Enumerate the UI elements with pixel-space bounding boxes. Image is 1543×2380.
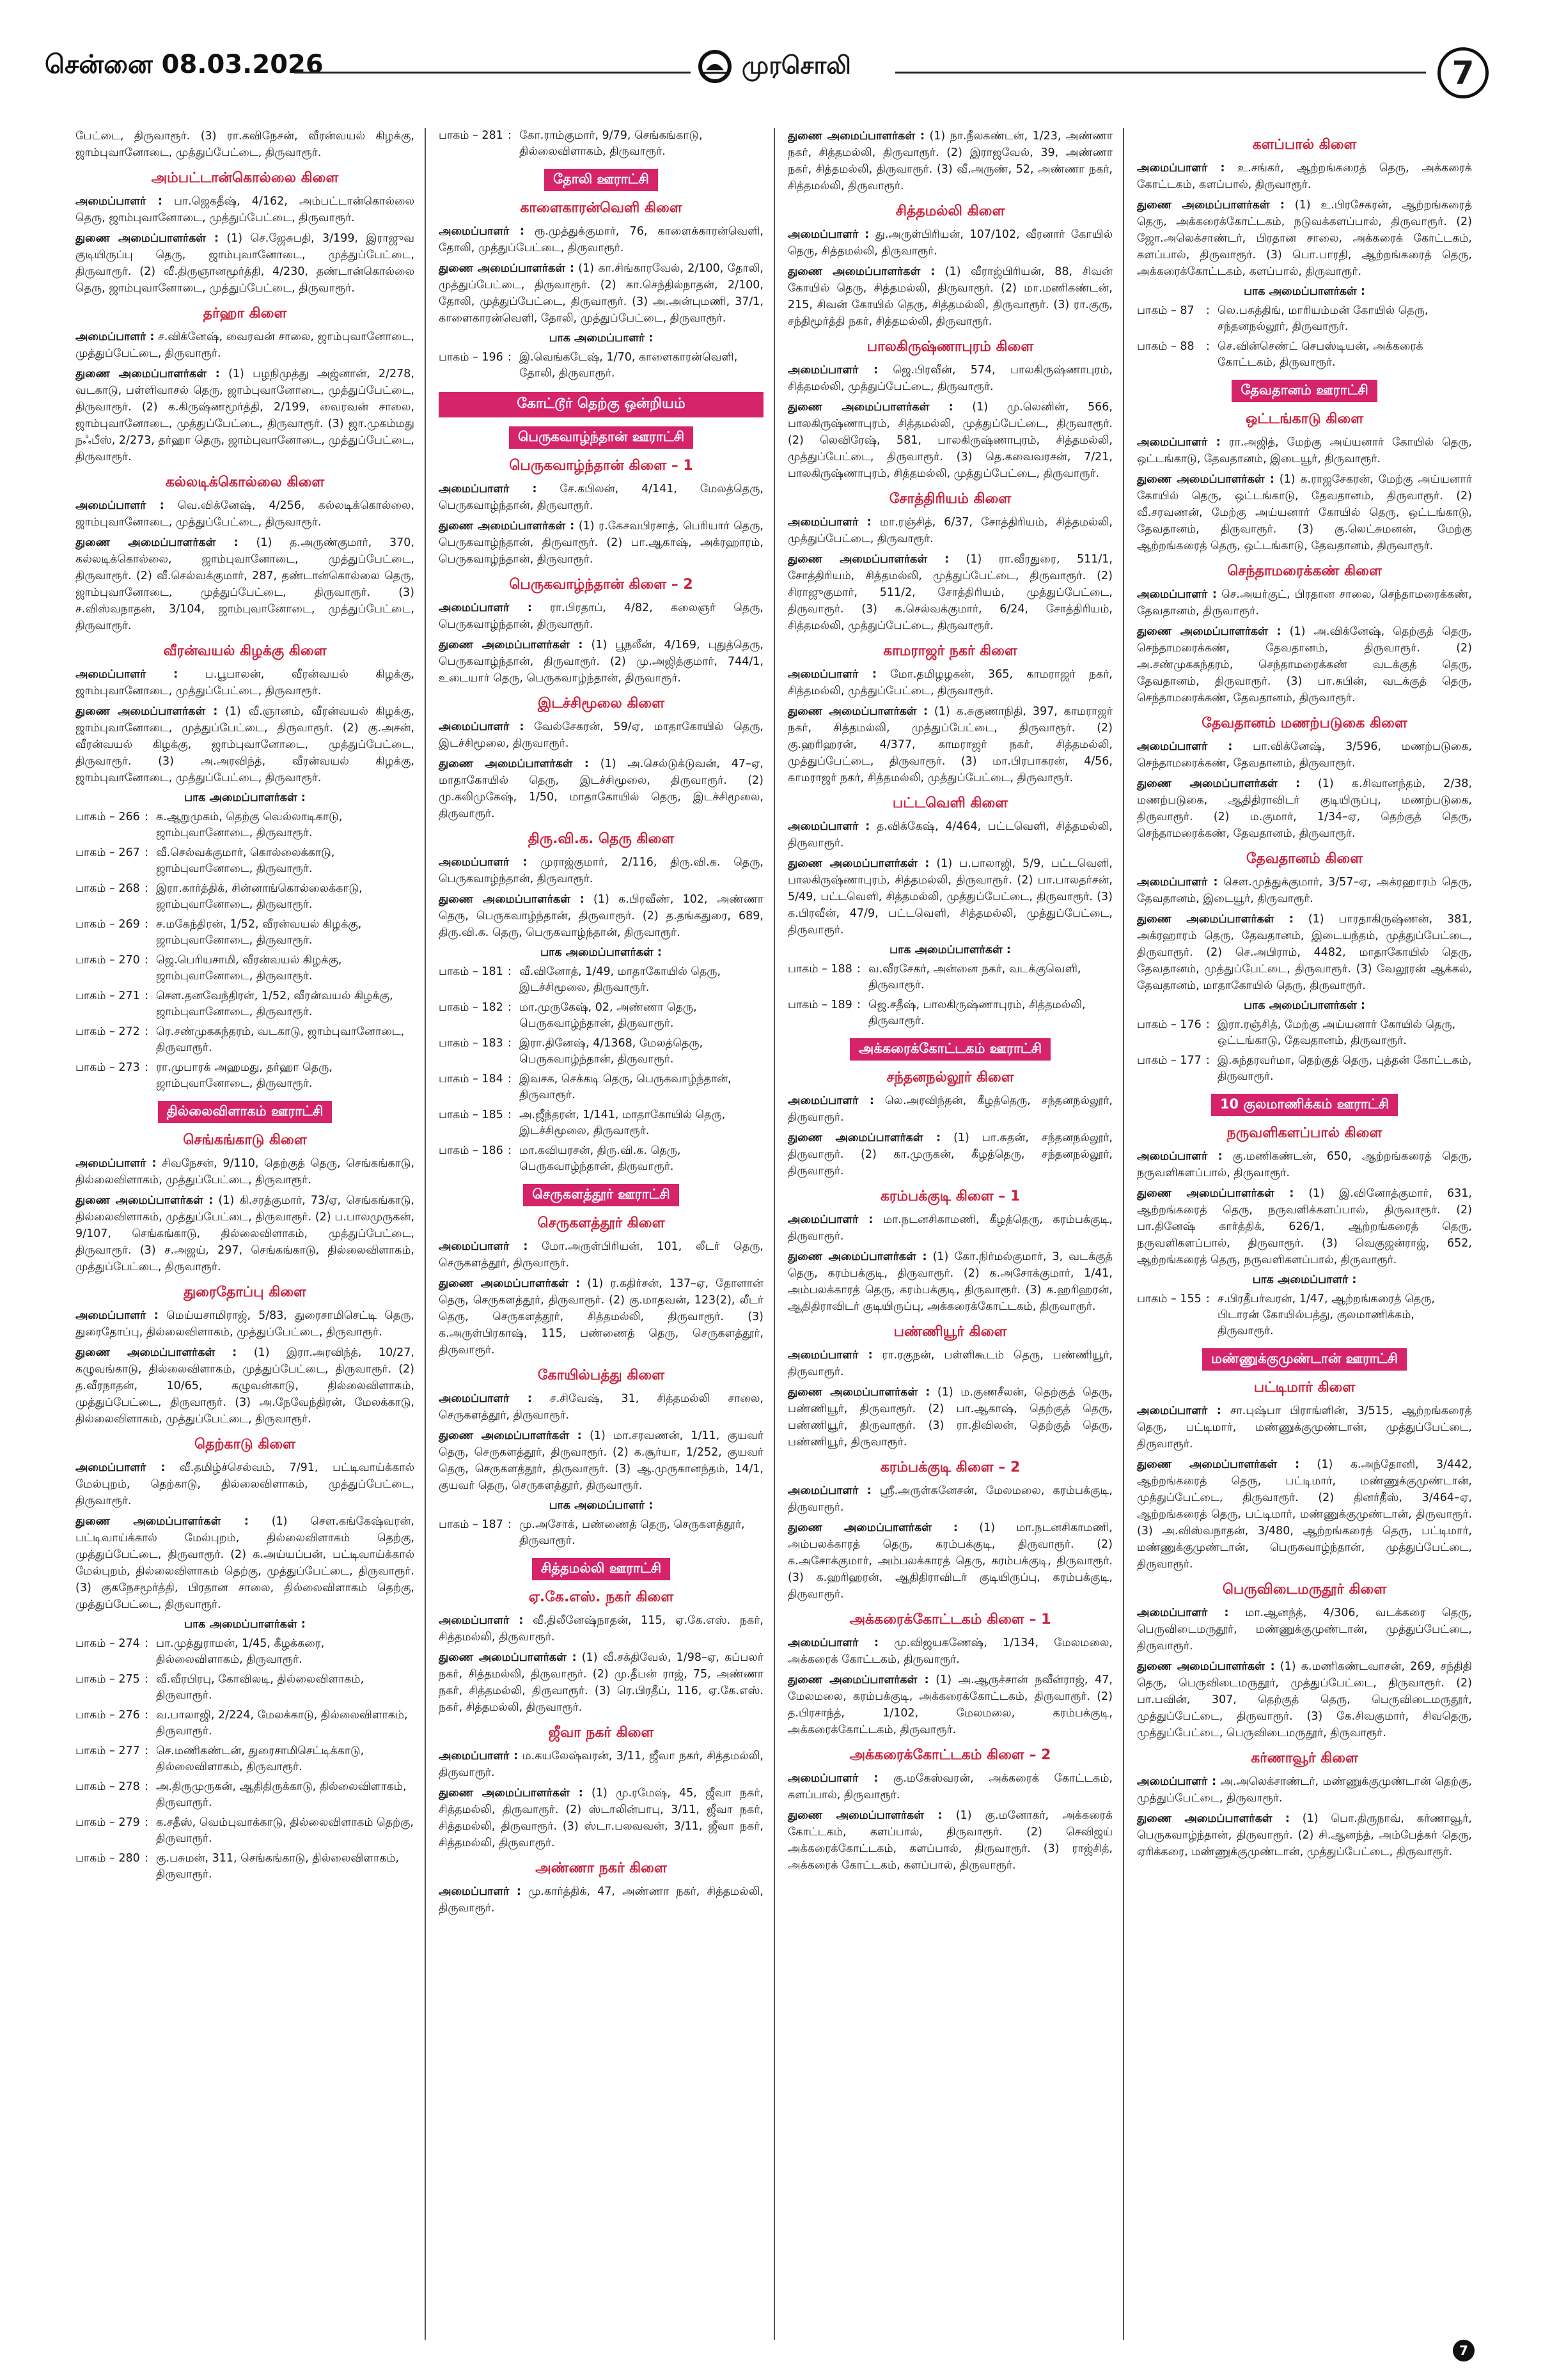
booth-row: பாகம் – 270 : ஜெ.பெரியசாமி, வீரன்வயல் கிழக்கு, ஜாம்புவானோடை, திருவாரூர். — [75, 954, 342, 983]
subheading: பாக அமைப்பாளர்கள் : — [1244, 999, 1365, 1012]
union-banner: கோட்டூர் தெற்கு ஒன்றியம் — [439, 392, 764, 417]
branch-heading: இடச்சிமூலை கிளை — [537, 696, 665, 712]
text-block: துணை அமைப்பாளர்கள் : (1) வீ.சக்திவேல், 1/98–ஏ, கப்பலர் நகர், சித்தமல்லி, திருவாரூர். (2) மு.தீபன் ராஜ், 75, அண்ணா நகர், சித்தமல்லி, திருவாரூர். (3) ரெ.பிரதீப், 116, ஏ.கே.எஸ். நகர், சித்தமல்லி, திருவாரூர். — [439, 1651, 764, 1714]
text-block: துணை அமைப்பாளர்கள் : (1) இ.வினோத்குமார், 631, ஆற்றங்கரைத் தெரு, நருவளிக்களப்பால், திருவாரூர். (2) பா.தினேஷ் கார்த்திக், 626/1, ஆற்றங்கரைத் தெரு, நருவளிகளப்பால், திருவாரூர். (3) வெகுஜன்ராஜ், 652, ஆற்றங்கரைத் தெரு, நருவளிகளப்பால், திருவாரூர். — [1137, 1187, 1472, 1266]
text-block: துணை அமைப்பாளர்கள் : (1) ரா.வீரதுரை, 511/1, சோத்திரியம், சித்தமல்லி, முத்துப்பேட்டை, திருவாரூர். (2) சிராஜுகுமார், 511/2, சோத்திரியம், முத்துப்பேட்டை, திருவாரூர். (3) க.செல்வக்குமார், 6/24, சோத்திரியம், சித்தமல்லி, முத்துப்பேட்டை, திருவாரூர். — [788, 553, 1113, 632]
branch-heading: அம்பட்டான்கொல்லை கிளை — [151, 170, 339, 186]
branch-heading: திரு.வி.க. தெரு கிளை — [528, 831, 675, 847]
masthead — [0, 0, 1543, 121]
branch-heading: செருகளத்தூர் கிளை — [537, 1215, 665, 1231]
text-block: துணை அமைப்பாளர்கள் : (1) அ.செல்டுக்டுவன், 47–ஏ, மாதாகோயில் தெரு, இடச்சிமூலை, திருவாரூர். (2) மு.கலிமுகேஷ், 1/50, மாதாகோயில் தெரு, இடச்சிமூலை, திருவாரூர். — [439, 758, 764, 820]
text-block: துணை அமைப்பாளர்கள் : (1) க.ராஜசேகரன், மேற்கு அய்யனார் கோயில் தெரு, ஒட்டங்காடு, தேவதானம், திருவாரூர். (2) வீ.சரவணன், மேற்கு அய்யனார் கோயில் தெரு, ஒட்டங்காடு, தேவதானம், திருவாரூர். (3) கு.லெட்சுமனன், மேற்கு ஆற்றங்கரைத் தெரு, ஒட்டங்காடு, தேவதானம், திருவாரூர். — [1137, 473, 1472, 552]
text-block: அமைப்பாளர் : ஜெ.பிரவீன், 574, பாலகிருஷ்ணாபுரம், சித்தமல்லி, முத்துப்பேட்டை, திருவாரூர். — [788, 364, 1113, 393]
panchayat-banner: சித்தமல்லி ஊராட்சி — [532, 1558, 670, 1580]
text-block: அமைப்பாளர் : வீ.திலீனேஷ்நாதன், 115, ஏ.கே.எஸ். நகர், சித்தமல்லி, திருவாரூர். — [439, 1614, 764, 1644]
text-block: துணை அமைப்பாளர்கள் : (1) க.பிரவீண், 102, அண்ணா தெரு, பெருகவாழ்ந்தான், திருவாரூர். (2) த.தங்கதுரை, 689, திரு.வி.க. தெரு, பெருகவாழ்ந்தான், திருவாரூர். — [439, 893, 764, 939]
branch-heading: பட்டிமார் கிளை — [1253, 1380, 1356, 1396]
text-block: துணை அமைப்பாளர்கள் : (1) க.சுகுணாநிதி, 397, காமராஜர் நகர், சித்தமல்லி, முத்துப்பேட்டை, திருவாரூர். (2) கு.ஹரிஹரன், 4/377, காமராஜர் நகர், சித்தமல்லி, முத்துப்பேட்டை, திருவாரூர். (3) மா.பிரபாகரன், 4/56, காமராஜர் நகர், சித்தமல்லி, முத்துப்பேட்டை, திருவாரூர். — [788, 705, 1113, 784]
branch-heading: செங்கங்காடு கிளை — [183, 1132, 307, 1148]
text-block: அமைப்பாளர் : மா.நடனசிகாமணி, கீழத்தெரு, கரம்பக்குடி, திருவாரூர். — [788, 1213, 1113, 1243]
rule-right — [895, 72, 1426, 74]
text-block: அமைப்பாளர் : ஸ்ரீ.அருள்சுனேசன், மேலமலை, கரம்பக்குடி, திருவாரூர். — [788, 1484, 1113, 1514]
columns — [75, 128, 1472, 2340]
text-block: துணை அமைப்பாளர்கள் : (1) மா.சரவணன், 1/11, குயவர் தெரு, செருகளத்தூர், திருவாரூர். (2) க.சூர்யா, 1/252, குயவர் தெரு, செருகளத்தூர், திருவாரூர். (3) ஆ.முருகானந்தம், 14/1, குயவர் தெரு, செருகளத்தூர், திருவாரூர். — [439, 1429, 764, 1492]
panchayat-banner: 10 குலமாணிக்கம் ஊராட்சி — [1211, 1094, 1398, 1116]
text-block: அமைப்பாளர் : மா.ரஞ்சித், 6/37, சோத்திரியம், சித்தமல்லி, முத்துப்பேட்டை, திருவாரூர். — [788, 516, 1113, 545]
branch-heading: ஒட்டங்காடு கிளை — [1245, 411, 1364, 427]
text-block: துணை அமைப்பாளர்கள் : (1) அ.விக்னேஷ், தெற்குத் தெரு, செந்தாமரைக்கண், தேவதானம், திருவாரூர். (2) அ.சண்முகசுந்தரம், செந்தாமரைக்கண் வடக்குத் தெரு, தேவதானம், திருவாரூர். (3) பா.சுபின், வடக்குத் தெரு, செந்தாமரைக்கண், தேவதானம், திருவாரூர். — [1137, 625, 1472, 704]
subheading: பாக அமைப்பாளர்கள் : — [1244, 285, 1365, 298]
text-block: துணை அமைப்பாளர்கள் : (1) கோ.நிர்மல்குமார், 3, வடக்குத் தெரு, கரம்பக்குடி, திருவாரூர். (2) க.அசோக்குமார், 1/41, அம்பலக்காரத் தெரு, கரம்பக்குடி, திருவாரூர். (3) க.ஹரிஹரன், ஆதிதிராவிடர் குடியிருப்பு, அக்கரைக்கோட்டகம், திருவாரூர். — [788, 1250, 1113, 1313]
text-block: அமைப்பாளர் : மோ.தமிழழகன், 365, காமராஜர் நகர், சித்தமல்லி, முத்துப்பேட்டை, திருவாரூர். — [788, 668, 1113, 697]
city-date: சென்னை 08.03.2026 — [45, 50, 324, 79]
text-block: துணை அமைப்பாளர்கள் : (1) க.அந்தோனி, 3/442, ஆற்றங்கரைத் தெரு, பட்டிமார், மண்ணுக்குமுண்டான், முத்துப்பேட்டை, திருவாரூர். (2) தினர்தீஸ், 3/464–ஏ, ஆற்றங்கரைத் தெரு, பட்டிமார், மண்ணுக்குமுண்டான், திருவாரூர். (3) அ.விஸ்வநாதன், 3/480, ஆற்றங்கரைத் தெரு, பட்டிமார், மண்ணுக்குமுண்டான், பெருகவாழ்ந்தான், முத்துப்பேட்டை, திருவாரூர். — [1137, 1458, 1472, 1571]
text-block: துணை அமைப்பாளர்கள் : (1) ர.கேசவபிரசாத், பெரியார் தெரு, பெருகவாழ்ந்தான், திருவாரூர். (2) பா.ஆகாஷ், அக்ரஹாரம், பெருகவாழ்ந்தான், திருவாரூர். — [439, 520, 764, 566]
text-block: துணை அமைப்பாளர்கள் : (1) அ.ஆருச்சான் நவீன்ராஜ், 47, மேலமலை, கரம்பக்குடி, அக்கரைக்கோட்டகம், திருவாரூர். (2) த.பிரசாந்த், 1/102, மேலமலை, கரம்பக்குடி, அக்கரைக்கோட்டகம், திருவாரூர். — [788, 1674, 1113, 1736]
text-block: அமைப்பாளர் : மோ.அருள்பிரியன், 101, லீடர் தெரு, செருகளத்தூர், திருவாரூர். — [439, 1240, 764, 1270]
subheading: பாக அமைப்பாளர் : — [549, 1499, 654, 1512]
text-block: துணை அமைப்பாளர்கள் : (1) வீராஜ்பிரியன், 88, சிவன் கோயில் தெரு, சித்தமல்லி, திருவாரூர். (2) மா.மணிகண்டன், 215, சிவன் கோயில் தெரு, சித்தமல்லி, திருவாரூர். (3) ரா.குரு, சந்திமூர்த்தி நகர், சித்தமல்லி, திருவாரூர். — [788, 265, 1113, 328]
text-block: துணை அமைப்பாளர்கள் : (1) மா.நடனசிகாமணி, அம்பலக்காரத் தெரு, கரம்பக்குடி, திருவாரூர். (2) க.அசோக்குமார், அம்பலக்காரத் தெரு, கரம்பக்குடி, திருவாரூர். (3) க.ஹரிஹரன், ஆதிதிராவிடர் குடியிருப்பு, கரம்பக்குடி, திருவாரூர். — [788, 1521, 1113, 1601]
paper-name: முரசொலி — [742, 51, 851, 79]
booth-row: பாகம் – 275 : வீ.வீரபிரபு, கோவிலடி, தில்லைவிளாகம், திருவாரூர். — [75, 1673, 364, 1702]
text-block: அமைப்பாளர் : ப.பூபாலன், வீரன்வயல் கிழக்கு, ஜாம்புவானோடை, முத்துப்பேட்டை, திருவாரூர். — [75, 668, 414, 697]
text-block: அமைப்பாளர் : சே.கபிலன், 4/141, மேலத்தெரு, பெருகவாழ்ந்தான், திருவாரூர். — [439, 483, 764, 512]
booth-row: பாகம் – 181 : வீ.வினோத், 1/49, மாதாகோயில் தெரு, இடச்சிமூலை, திருவாரூர். — [439, 965, 721, 994]
branch-heading: அக்கரைக்கோட்டகம் கிளை – 2 — [849, 1747, 1051, 1763]
text-block: துணை அமைப்பாளர்கள் : (1) மு.லெனின், 566, பாலகிருஷ்ணாபுரம், சித்தமல்லி, முத்துப்பேட்டை, திருவாரூர். (2) லெவிரேஷ், 581, பாலகிருஷ்ணாபுரம், சித்தமல்லி, முத்துப்பேட்டை, திருவாரூர். (3) தெ.கவைவரசன், 7/21, பாலகிருஷ்ணாபுரம், சித்தமல்லி, முத்துப்பேட்டை, திருவாரூர். — [788, 401, 1113, 480]
text-block: அமைப்பாளர் : செள.முத்துக்குமார், 3/57–ஏ, அக்ரஹாரம் தெரு, தேவதானம், இடையூர், திருவாரூர். — [1137, 876, 1472, 905]
text-block: அமைப்பாளர் : ரா.பிரதாப், 4/82, கலைஞர் தெரு, பெருகவாழ்ந்தான், திருவாரூர். — [439, 602, 764, 631]
text-block: துணை அமைப்பாளர்கள் : (1) ம.குணசீலன், தெற்குத் தெரு, பண்ணியூர், திருவாரூர். (2) பா.ஆகாஷ், தெற்குத் தெரு, பண்ணியூர், திருவாரூர். (3) ரா.திவிலன், தெற்குத் தெரு, பண்ணியூர், திருவாரூர். — [788, 1386, 1113, 1449]
booth-row: பாகம் – 185 : அ.ஜீந்தரன், 1/141, மாதாகோயில் தெரு, இடச்சிமூலை, திருவாரூர். — [439, 1108, 726, 1137]
text-block: அமைப்பாளர் : ச.சிவேஷ், 31, சித்தமல்லி சாலை, செருகளத்தூர், திருவாரூர். — [439, 1392, 764, 1422]
panchayat-banner: மண்ணுக்குமுண்டான் ஊராட்சி — [1202, 1348, 1407, 1371]
text-block: அமைப்பாளர் : செ.அயர்குட், பிரதான சாலை, செந்தாமரைக்கண், தேவதானம், திருவாரூர். — [1137, 588, 1472, 618]
branch-heading: வீரன்வயல் கிழக்கு கிளை — [163, 643, 327, 659]
branch-heading: நருவளிகளப்பால் கிளை — [1226, 1125, 1382, 1141]
branch-heading: கோயில்பத்து கிளை — [537, 1367, 665, 1383]
booth-row: பாகம் – 277 : செ.மணிகண்டன், துரைசாமிசெட்டிக்காடு, தில்லைவிளாகம், திருவாரூர். — [75, 1745, 364, 1773]
panchayat-banner: தில்லைவிளாகம் ஊராட்சி — [158, 1101, 333, 1123]
booth-row: பாகம் – 281 : கோ.ராம்குமார், 9/79, செங்கங்காடு, தில்லைவிளாகம், திருவாரூர். — [439, 129, 703, 158]
text-block: அமைப்பாளர் : சிவநேசன், 9/110, தெற்குத் தெரு, செங்கங்காடு, தில்லைவிளாகம், முத்துப்பேட்டை, திருவாரூர். — [75, 1157, 414, 1186]
text-block: துணை அமைப்பாளர்கள் : (1) மு.ரமேஷ், 45, ஜீவா நகர், சித்தமல்லி, திருவாரூர். (2) ஸ்டாலின்பாபு, 3/11, ஜீவா நகர், சித்தமல்லி, திருவாரூர். (3) ஸ்டா.பலவவன், 3/11, ஜீவா நகர், சித்தமல்லி, திருவாரூர். — [439, 1787, 764, 1849]
text-block: அமைப்பாளர் : ரா.அஜித், மேற்கு அய்யனார் கோயில் தெரு, ஒட்டங்காடு, தேவதானம், இடையூர், திருவாரூர். — [1137, 436, 1472, 465]
text-block: அமைப்பாளர் : மு.விஜயகணேஷ், 1/134, மேலமலை, அக்கரைக் கோட்டகம், திருவாரூர். — [788, 1637, 1113, 1666]
text-block: துணை அமைப்பாளர்கள் : (1) கு.மனோகர், அக்கரைக் கோட்டகம், களப்பால், திருவாரூர். (2) செவிஜய் அக்கரைக்கோட்டகம், களப்பால், திருவாரூர். (3) ராஜ்சித், அக்கரைக் கோட்டகம், களப்பால், திருவாரூர். — [788, 1809, 1113, 1872]
column-1 — [75, 128, 425, 2340]
text-block: அமைப்பாளர் : பா.விக்னேஷ், 3/596, மணற்படுகை, செந்தாமரைக்கண், தேவதானம், திருவாரூர். — [1137, 740, 1472, 770]
text-block: அமைப்பாளர் : மா.ஆனந்த், 4/306, வடக்கரை தெரு, பெருவிடைமருதூர், மண்ணுக்குமுண்டான், முத்துப்பேட்டை, திருவாரூர். — [1137, 1606, 1472, 1653]
text-block: துணை அமைப்பாளர்கள் : (1) உ.பிரசேகரன், ஆற்றங்கரைத் தெரு, அக்கரைக்கோட்டகம், நடுவக்களப்பால், திருவாரூர். (2) ஜோ.அலெக்சாண்டர், பிரதான சாலை, அக்கரைக் கோட்டகம், களப்பால், திருவாரூர். (3) பொ.பாரதி, ஆற்றங்கரைத் தெரு, அக்கரைக்கோட்டகம், களப்பால், திருவாரூர். — [1137, 199, 1472, 278]
text-block: துணை அமைப்பாளர்கள் : (1) கி.சரத்குமார், 73/ஏ, செங்கங்காடு, தில்லைவிளாகம், முத்துப்பேட்டை, திருவாரூர். (2) ப.பாலமுருகன், 9/107, செங்கங்காடு, தில்லைவிளாகம், முத்துப்பேட்டை, திருவாரூர். (3) ச.அஜய், 297, செங்கங்காடு, தில்லைவிளாகம், முத்துப்பேட்டை, திருவாரூர். — [75, 1194, 414, 1273]
text-block: துணை அமைப்பாளர்கள் : (1) பழநிமுத்து அஜ்னான், 2/278, வடகாடு, பள்ளிவாசல் தெரு, ஜாம்புவானோடை, முத்துப்பேட்டை, திருவாரூர். (2) க.கிருஷ்ணமூர்த்தி, 2/199, வைரவன் சாலை, ஜாம்புவானோடை, முத்துப்பேட்டை, திருவாரூர். (3) ஜா.முகம்மது நஃபீஸ், 2/273, தர்ஹா தெரு, ஜாம்புவானோடை, முத்துப்பேட்டை, திருவாரூர். — [75, 368, 414, 463]
booth-row: பாகம் – 273 : ரா.முபாரக் அஹமது, தர்ஹா தெரு, ஜாம்புவானோடை, திருவாரூர். — [75, 1061, 333, 1090]
text-block: துணை அமைப்பாளர்கள் : (1) செள.கங்கேஷ்வரன், பட்டிவாய்க்கால் மேல்புறம், தில்லைவிளாகம் தெற்கு, முத்துப்பேட்டை, திருவாரூர். (2) க.அய்யப்பன், பட்டிவாய்க்கால் மேல்புறம், தில்லைவிளாகம் தெற்கு, முத்துப்பேட்டை, திருவாரூர். (3) குகநேசமூர்த்தி, பிரதான சாலை, தில்லைவிளாகம் தெற்கு, முத்துப்பேட்டை, திருவாரூர். — [75, 1515, 414, 1611]
branch-heading: கரம்பக்குடி கிளை – 2 — [880, 1459, 1021, 1475]
text-block: அமைப்பாளர் : வீ.தமிழ்ச்செல்வம், 7/91, பட்டிவாய்க்கால் மேல்புறம், தெற்காடு, தில்லைவிளாகம், முத்துப்பேட்டை, திருவாரூர். — [75, 1461, 414, 1507]
text-block: பேட்டை, திருவாரூர். (3) ரா.கவிநேசன், வீரன்வயல் கிழக்கு, ஜாம்புவானோடை, முத்துப்பேட்டை, திருவாரூர். — [75, 130, 414, 159]
text-block: அமைப்பாளர் : முராஜ்குமார், 2/116, திரு.வி.க. தெரு, பெருகவாழ்ந்தான், திருவாரூர். — [439, 856, 764, 885]
branch-heading: தேவதானம் கிளை — [1246, 851, 1363, 867]
text-block: துணை அமைப்பாளர்கள் : (1) ப.பாலாஜி, 5/9, பட்டவெளி, பாலகிருஷ்ணாபுரம், சித்தமல்லி, திருவாரூர். (2) பா.பாலதர்சன், 5/49, பட்டவெளி, சித்தமல்லி, முத்துப்பேட்டை, திருவாரூர். (3) க.பிரவீன், 47/9, பட்டவெளி, சித்தமல்லி, முத்துப்பேட்டை, திருவாரூர். — [788, 857, 1113, 937]
panchayat-banner: அக்கரைக்கோட்டகம் ஊராட்சி — [850, 1038, 1051, 1061]
branch-heading: ஏ.கே.எஸ். நகர் கிளை — [528, 1589, 674, 1605]
text-block: அமைப்பாளர் : கு.மணிகண்டன், 650, ஆற்றங்கரைத் தெரு, நருவளிகளப்பால், திருவாரூர். — [1137, 1150, 1472, 1179]
text-block: அமைப்பாளர் : த.விக்கேஷ், 4/464, பட்டவெளி, சித்தமல்லி, திருவாரூர். — [788, 820, 1113, 850]
booth-row: பாகம் – 266 : க.ஆறுமுகம், தெற்கு வெல்லாடிகாடு, ஜாம்புவானோடை, திருவாரூர். — [75, 811, 343, 839]
branch-heading: பெருகவாழ்ந்தான் கிளை – 1 — [509, 458, 693, 474]
branch-heading: கல்லடிக்கொல்லை கிளை — [165, 474, 325, 490]
footer-page-number: 7 — [1453, 2340, 1475, 2361]
booth-row: பாகம் – 155 : ச.பிரதீபர்வரன், 1/47, ஆற்றங்கரைத் தெரு, பிடாரன் கோயில்பத்து, குலமாணிக்கம், திருவாரூர். — [1137, 1293, 1435, 1337]
text-block: துணை அமைப்பாளர்கள் : (1) பா.சுதன், சந்தனநல்லூர், திருவாரூர். (2) கா.முருகன், கீழத்தெரு, சந்தனநல்லூர், திருவாரூர். — [788, 1132, 1113, 1178]
branch-heading: தேவதானம் மணற்படுகை கிளை — [1202, 715, 1407, 731]
branch-heading: அண்ணா நகர் கிளை — [535, 1860, 667, 1876]
subheading: பாக அமைப்பாளர் : — [1252, 1273, 1357, 1286]
panchayat-banner: தோலி ஊராட்சி — [544, 169, 658, 191]
rising-sun-logo-icon — [697, 49, 733, 84]
subheading: பாக அமைப்பாளர் : — [549, 332, 654, 345]
subheading: பாக அமைப்பாளர்கள் : — [540, 946, 662, 959]
text-block: அமைப்பாளர் : மெய்யசாமிராஜ், 5/83, துரைசாமிசெட்டி தெரு, துரைதோப்பு, தில்லைவிளாகம், முத்துப்பேட்டை, திருவாரூர். — [75, 1309, 414, 1339]
column-4 — [1123, 128, 1472, 2340]
text-block: துணை அமைப்பாளர்கள் : (1) இரா.அரவிந்த், 10/27, கழுவங்காடு, தில்லைவிளாகம், முத்துப்பேட்டை, திருவாரூர். (2) த.வீரநாதன், 10/65, கழுவன்காடு, தில்லைவிளாகம், முத்துப்பேட்டை, திருவாரூர். (3) அ.நேவேந்திரன், மேலக்காடு, தில்லைவிளாகம், முத்துப்பேட்டை, திருவாரூர். — [75, 1346, 414, 1426]
text-block: அமைப்பாளர் : வேல்சேகரன், 59/ஏ, மாதாகோயில் தெரு, இடச்சிமூலை, திருவாரூர். — [439, 720, 764, 750]
text-block: அமைப்பாளர் : வெ.விக்னேஷ், 4/256, கல்லடிக்கொல்லை, ஜாம்புவானோடை, முத்துப்பேட்டை, திருவாரூர். — [75, 499, 414, 529]
text-block: துணை அமைப்பாளர்கள் : (1) த.அருண்குமார், 370, கல்லடிக்கொல்லை, ஜாம்புவானோடை, முத்துப்பேட்டை, திருவாரூர். (2) வீ.செல்வக்குமார், 287, தண்டான்கொல்லை தெரு, ஜாம்புவானோடை, முத்துப்பேட்டை, திருவாரூர். (3) ச.விஸ்வநாதன், 3/104, ஜாம்புவானோடை, முத்துப்பேட்டை, திருவாரூர். — [75, 536, 415, 632]
text-block: துணை அமைப்பாளர்கள் : (1) பூநலீன், 4/169, புதுத்தெரு, பெருகவாழ்ந்தான், திருவாரூர். (2) மு.அஜித்குமார், 744/1, உடையார் தெரு, பெருகவாழ்ந்தான், திருவாரூர். — [439, 639, 764, 685]
branch-heading: பெருகவாழ்ந்தான் கிளை – 2 — [509, 577, 693, 593]
text-block: அமைப்பாளர் : லெ.அரவிந்தன், கீழத்தெரு, சந்தனநல்லூர், திருவாரூர். — [788, 1094, 1113, 1124]
column-3 — [774, 128, 1123, 2340]
booth-row: பாகம் – 184 : இவசக, செக்கடி தெரு, பெருகவாழ்ந்தான், திருவாரூர். — [439, 1073, 732, 1101]
booth-row: பாகம் – 276 : வ.பாலாஜி, 2/224, மேலக்காடு, தில்லைவிளாகம், திருவாரூர். — [75, 1709, 408, 1738]
branch-heading: கரம்பக்குடி கிளை – 1 — [880, 1188, 1021, 1204]
text-block: துணை அமைப்பாளர்கள் : (1) வீ.ஞானம், வீரன்வயல் கிழக்கு, ஜாம்புவானோடை, முத்துப்பேட்டை, திருவாரூர். (2) கு.அசன், வீரன்வயல் கிழக்கு, ஜாம்புவானோடை, முத்துப்பேட்டை, திருவாரூர். (3) அ.அரவிந்த், வீரன்வயல் கிழக்கு, ஜாம்புவானோடை, முத்துப்பேட்டை, திருவாரூர். — [75, 705, 414, 784]
booth-row: பாகம் – 182 : மா.முருகேஷ், 02, அண்ணா தெரு, பெருகவாழ்ந்தான், திருவாரூர். — [439, 1001, 697, 1030]
text-block: அமைப்பாளர் : சா.புஷ்பா பிராங்ளின், 3/515, ஆற்றங்கரைத் தெரு, பட்டிமார், மண்ணுக்குமுண்டான், முத்துப்பேட்டை, திருவாரூர். — [1137, 1404, 1472, 1451]
branch-heading: காமராஜர் நகர் கிளை — [883, 643, 1017, 659]
panchayat-banner: தேவதானம் ஊராட்சி — [1232, 380, 1377, 402]
column-2 — [425, 128, 774, 2340]
booth-row: பாகம் – 188 : வ.வீரசேகர், அன்னை நகர், வடக்குவெளி, திருவாரூர். — [788, 963, 1081, 992]
branch-heading: அக்கரைக்கோட்டகம் கிளை – 1 — [849, 1612, 1051, 1628]
text-block: துணை அமைப்பாளர்கள் : (1) கா.சிங்காரவேல், 2/100, தோலி, முத்துப்பேட்டை, திருவாரூர். (2) கா.செந்தில்நாதன், 2/100, தோலி, முத்துப்பேட்டை, திருவாரூர். (3) அ.அன்புமணி, 37/1, காளைகாரன்வெளி, தோலி, முத்துப்பேட்டை, திருவாரூர். — [439, 262, 764, 325]
booth-row: பாகம் – 196 : இ.வெங்கடேஷ், 1/70, காளைகாரன்வெளி, தோலி, திருவாரூர். — [439, 351, 738, 380]
booth-row: பாகம் – 280 : கு.பசுமன், 311, செங்கங்காடு, தில்லைவிளாகம், திருவாரூர். — [75, 1852, 400, 1881]
booth-row: பாகம் – 186 : மா.கவியரசன், திரு.வி.க. தெரு, பெருகவாழ்ந்தான், திருவாரூர். — [439, 1144, 681, 1173]
booth-row: பாகம் – 187 : மு.அசோக், பண்ணைத் தெரு, செருகளத்தூர், திருவாரூர். — [439, 1518, 745, 1547]
rule-left — [294, 72, 691, 74]
text-block: அமைப்பாளர் : ரூ.முத்துக்குமார், 76, காளைக்காரன்வெளி, தோலி, முத்துப்பேட்டை, திருவாரூர். — [439, 225, 764, 254]
booth-row: பாகம் – 183 : இரா.தினேஷ், 4/1368, மேலத்தெரு, பெருகவாழ்ந்தான், திருவாரூர். — [439, 1037, 703, 1066]
subheading: பாக அமைப்பாளர்கள் : — [889, 944, 1011, 956]
text-block: துணை அமைப்பாளர்கள் : (1) நா.நீலகண்டன், 1/23, அண்ணா நகர், சித்தமல்லி, திருவாரூர். (2) இராஜவேல், 39, அண்ணா நகர், சித்தமல்லி, திருவாரூர். (3) வீ.அருண், 52, அண்ணா நகர், சித்தமல்லி, திருவாரூர். — [788, 130, 1113, 192]
text-block: அமைப்பாளர் : பா.ஜெகதீஷ், 4/162, அம்பட்டான்கொல்லை தெரு, ஜாம்புவானோடை, முத்துப்பேட்டை, திருவாரூர். — [75, 195, 414, 224]
booth-row: பாகம் – 274 : பா.முத்துராமன், 1/45, கீழக்கரை, தில்லைவிளாகம், திருவாரூர். — [75, 1637, 325, 1666]
booth-row: பாகம் – 278 : அ.திருமுருகன், ஆதிதிருக்காடு, தில்லைவிளாகம், திருவாரூர். — [75, 1780, 407, 1809]
branch-heading: செந்தாமரைக்கண் கிளை — [1227, 563, 1382, 579]
text-block: அமைப்பாளர் : உ.சங்கர், ஆற்றங்கரைத் தெரு, அக்கரைக் கோட்டகம், களப்பால், திருவாரூர். — [1137, 162, 1472, 191]
booth-row: பாகம் – 269 : ச.மகேந்திரன், 1/52, வீரன்வயல் கிழக்கு, ஜாம்புவானோடை, திருவாரூர். — [75, 918, 362, 947]
subheading: பாக அமைப்பாளர்கள் : — [184, 1618, 306, 1631]
text-block: துணை அமைப்பாளர்கள் : (1) பாரதாகிருஷ்ணன், 381, அக்ரஹாரம் தெரு, தேவதானம், இடையந்தம், முத்துப்பேட்டை, திருவாரூர். (2) செ.அபிராம், 4482, மாதாகோயில் தெரு, தேவதானம், முத்துப்பேட்டை, திருவாரூர். (3) வேலூரன் ஆக்கல், தேவதானம், மாதாகோயில் தெரு, திருவாரூர். — [1137, 913, 1472, 992]
booth-row: பாகம் – 87 : லெ.பசுத்திங், மாரியம்மன் கோயில் தெரு, சந்தனநல்லூர், திருவாரூர். — [1137, 304, 1429, 333]
text-block: துணை அமைப்பாளர்கள் : (1) க.மணிகண்டவாசன், 269, சந்திதி தெரு, பெருவிடைமருதூர், முத்துப்பேட்டை, திருவாரூர். (2) பா.பவின், 307, தெற்குத் தெரு, பெருவிடைமருதூர், முத்துப்பேட்டை, திருவாரூர். (3) கே.சிவகுமார், சிவதெரு, முத்துப்பேட்டை, பெருவிடைமருதூர், திருவாரூர். — [1137, 1660, 1472, 1739]
branch-heading: சித்தமல்லி கிளை — [895, 203, 1005, 219]
booth-row: பாகம் – 271 : செள.தனவேந்திரன், 1/52, வீரன்வயல் கிழக்கு, ஜாம்புவானோடை, திருவாரூர். — [75, 990, 393, 1018]
text-block: துணை அமைப்பாளர்கள் : (1) பொ.திருநாவ், கர்ணாவூர், பெருகவாழ்ந்தான், திருவாரூர். (2) சி.ஆனந்த், அம்பேத்கர் தெரு, ஏரிக்கரை, மண்ணுக்குமுண்டான், முத்துப்பேட்டை, திருவாரூர். — [1137, 1812, 1472, 1858]
text-block: துணை அமைப்பாளர்கள் : (1) ர.கதிர்சன், 137–ஏ, தோளான் தெரு, செருகளத்தூர், திருவாரூர். (2) கு.மாதவன், 123(2), லீடர் தெரு, செருகளத்தூர், சித்தமல்லி, திருவாரூர். (3) க.அருள்பிரகாஷ், 115, பண்ணைத் தெரு, செருகளத்தூர், திருவாரூர். — [439, 1277, 764, 1357]
branch-heading: பாலகிருஷ்ணாபுரம் கிளை — [866, 339, 1034, 355]
booth-row: பாகம் – 267 : வீ.செல்வக்குமார், கொல்லைக்காடு, ஜாம்புவானோடை, திருவாரூர். — [75, 846, 335, 875]
branch-heading: பெருவிடைமருதூர் கிளை — [1222, 1582, 1387, 1598]
booth-row: பாகம் – 176 : இரா.ரஞ்சித், மேற்கு அய்யனார் கோயில் தெரு, ஒட்டங்காடு, தேவதானம், திருவாரூர். — [1137, 1018, 1456, 1047]
text-block: அமைப்பாளர் : ரா.ரகுநன், பள்ளிகூடம் தெரு, பண்ணியூர், திருவாரூர். — [788, 1349, 1113, 1378]
panchayat-banner: செருகளத்தூர் ஊராட்சி — [523, 1184, 678, 1206]
branch-heading: களப்பால் கிளை — [1252, 137, 1357, 153]
branch-heading: சோத்திரியம் கிளை — [889, 491, 1012, 507]
booth-row: பாகம் – 279 : க.சதீஸ், வெம்புவாக்காடு, தில்லைவிளாகம் தெற்கு, திருவாரூர். — [75, 1816, 414, 1845]
text-block: அமைப்பாளர் : ச.விக்னேஷ், வைரவன் சாலை, ஜாம்புவானோடை, முத்துப்பேட்டை, திருவாரூர். — [75, 331, 414, 360]
booth-row: பாகம் – 268 : இரா.கார்த்திக், சின்னாங்கொல்லைக்காடு, ஜாம்புவானோடை, திருவாரூர். — [75, 882, 363, 911]
text-block: துணை அமைப்பாளர்கள் : (1) க.சிவானந்தம், 2/38, மணற்படுகை, ஆதிதிராவிடர் குடியிருப்பு, மணற்படுகை, திருவாரூர். (2) ம.குமார், 1/34–ஏ, தெற்குத் தெரு, செந்தாமரைக்கண், தேவதானம், திருவாரூர். — [1137, 777, 1472, 840]
branch-heading: துரைதோப்பு கிளை — [184, 1284, 306, 1300]
branch-heading: பட்டவெளி கிளை — [892, 795, 1008, 811]
branch-heading: பண்ணியூர் கிளை — [893, 1324, 1007, 1340]
branch-heading: தெற்காடு கிளை — [194, 1436, 295, 1452]
booth-row: பாகம் – 88 : செ.வின்செண்ட் செபஸ்டியன், அக்கரைக் கோட்டகம், திருவாரூர். — [1137, 340, 1423, 369]
text-block: அமைப்பாளர் : அ.அலெக்சாண்டர், மண்ணுக்குமுண்டான் தெற்கு, முத்துப்பேட்டை, திருவாரூர். — [1137, 1775, 1472, 1805]
subheading: பாக அமைப்பாளர்கள் : — [184, 791, 306, 804]
page-number: 7 — [1437, 47, 1489, 98]
text-block: அமைப்பாளர் : து.அருள்பிரியன், 107/102, வீரனார் கோயில் தெரு, சித்தமல்லி, திருவாரூர். — [788, 228, 1113, 258]
booth-row: பாகம் – 272 : ரெ.சண்முகசுந்தரம், வடகாடு, ஜாம்புவானோடை, திருவாரூர். — [75, 1025, 405, 1054]
text-block: அமைப்பாளர் : கு.மகேஸ்வரன், அக்கரைக் கோட்டகம், களப்பால், திருவாரூர். — [788, 1772, 1113, 1801]
text-block: அமைப்பாளர் : ம.கயலேஷ்வரன், 3/11, ஜீவா நகர், சித்தமல்லி, திருவாரூர். — [439, 1750, 764, 1779]
text-block: துணை அமைப்பாளர்கள் : (1) செ.ஜேசுபதி, 3/199, இராஜுவ குடியிருப்பு தெரு, ஜாம்புவானோடை, முத்துப்பேட்டை, திருவாரூர். (2) வீ.திருஞானமூர்த்தி, 4/230, தண்டான்கொல்லை தெரு, ஜாம்புவானோடை, முத்துப்பேட்டை, திருவாரூர். — [75, 232, 414, 295]
branch-heading: சந்தனநல்லூர் கிளை — [886, 1069, 1014, 1085]
branch-heading: கர்ணாவூர் கிளை — [1251, 1750, 1358, 1766]
booth-row: பாகம் – 189 : ஜெ.சதீஷ், பாலகிருஷ்ணாபுரம், சித்தமல்லி, திருவாரூர். — [788, 999, 1086, 1027]
branch-heading: காளைகாரன்வெளி கிளை — [520, 200, 682, 216]
panchayat-banner: பெருகவாழ்ந்தான் ஊராட்சி — [509, 426, 693, 449]
branch-heading: தர்ஹா கிளை — [203, 306, 287, 322]
booth-row: பாகம் – 177 : இ.சுந்தரவர்மா, தெற்குத் தெரு, புத்தன் கோட்டகம், திருவாரூர். — [1137, 1054, 1472, 1083]
branch-heading: ஜீவா நகர் கிளை — [548, 1725, 654, 1741]
text-block: அமைப்பாளர் : மு.கார்த்திக், 47, அண்ணா நகர், சித்தமல்லி, திருவாரூர். — [439, 1885, 764, 1915]
